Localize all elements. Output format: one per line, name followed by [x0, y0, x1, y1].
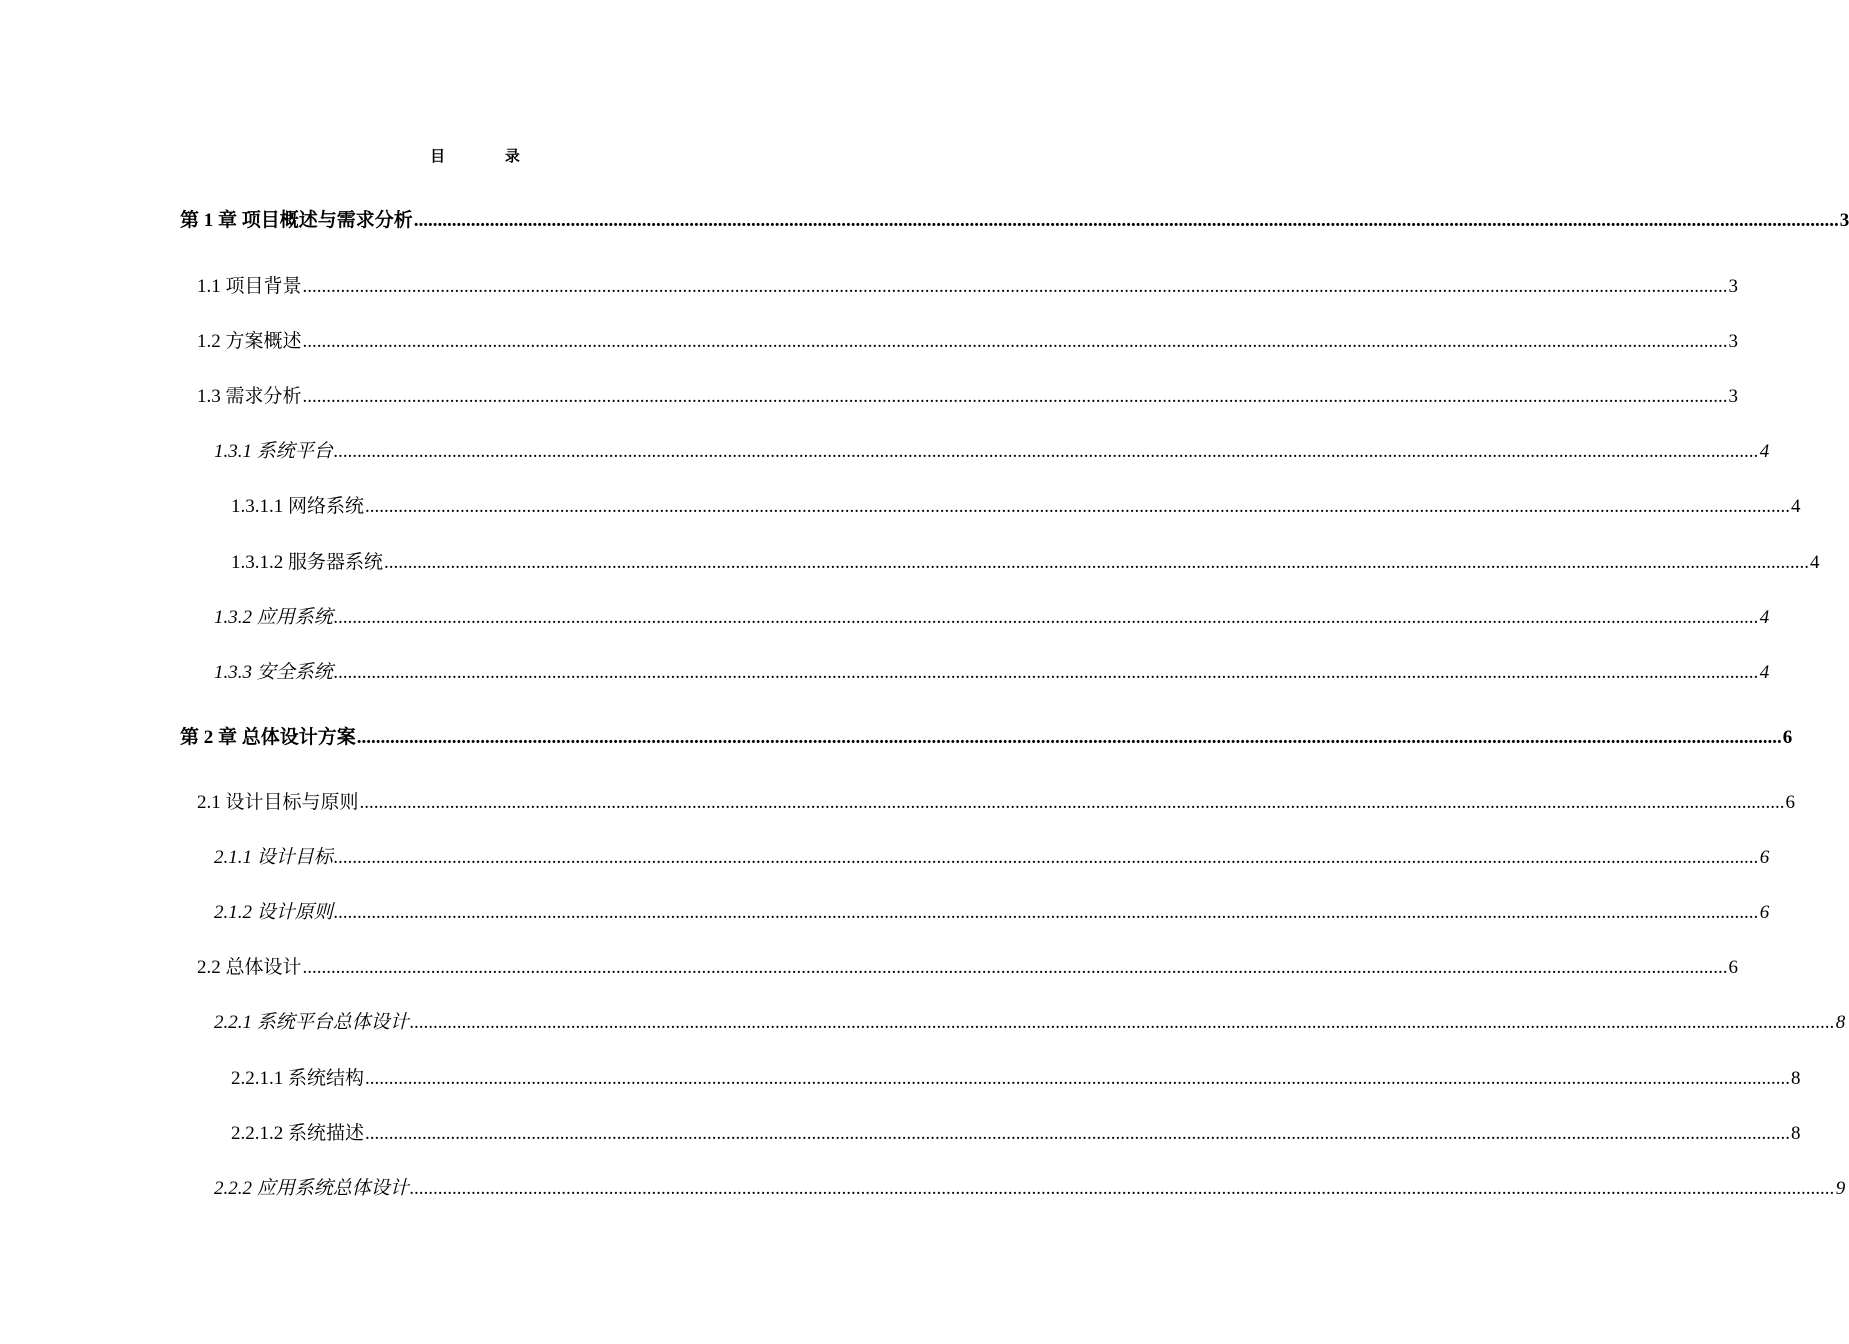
toc-leader-dots: ............................................................................................................................................................................................................................................................................................................: [302, 386, 1728, 407]
toc-entry-2-2-1[interactable]: [214, 1009, 1846, 1037]
toc-entry-1-2[interactable]: [197, 328, 1739, 356]
toc-leader-dots: ............................................................................................................................................................................................................................................................................................................: [359, 792, 1785, 813]
toc-entry-2-1-2[interactable]: [214, 899, 1770, 927]
toc-entry-label: 2.2.1.1 系统结构: [231, 1068, 365, 1089]
toc-leader-dots: ............................................................................................................................................................................................................................................................................................................: [356, 727, 1782, 748]
toc-entry-1-3-1[interactable]: [214, 438, 1770, 466]
toc-page-number: 6: [1759, 847, 1770, 868]
toc-entry-label: 2.2.1 系统平台总体设计: [214, 1012, 409, 1033]
toc-title: 目 录: [430, 149, 548, 165]
toc-entry-1-3[interactable]: [197, 383, 1739, 411]
toc-leader-dots: ............................................................................................................................................................................................................................................................................................................: [409, 1012, 1835, 1033]
toc-page-number: 6: [1782, 727, 1793, 748]
toc-entry-chapter-1[interactable]: [180, 207, 1849, 235]
toc-entry-2-1[interactable]: [197, 789, 1796, 817]
toc-leader-dots: ............................................................................................................................................................................................................................................................................................................: [409, 1178, 1835, 1199]
toc-page-number: 8: [1835, 1012, 1846, 1033]
toc-entry-2-1-1[interactable]: [214, 844, 1770, 872]
toc-leader-dots: ............................................................................................................................................................................................................................................................................................................: [302, 957, 1728, 978]
toc-leader-dots: ............................................................................................................................................................................................................................................................................................................: [333, 607, 1759, 628]
toc-leader-dots: ............................................................................................................................................................................................................................................................................................................: [302, 276, 1728, 297]
toc-entry-2-2-1-1[interactable]: [231, 1065, 1801, 1093]
toc-page-number: 8: [1791, 1123, 1801, 1144]
toc-leader-dots: ............................................................................................................................................................................................................................................................................................................: [333, 441, 1759, 462]
toc-entry-label: 1.3 需求分析: [197, 386, 302, 407]
toc-entry-label: 1.3.1.1 网络系统: [231, 496, 365, 517]
toc-page-number: 4: [1810, 552, 1820, 573]
toc-leader-dots: ............................................................................................................................................................................................................................................................................................................: [333, 662, 1759, 683]
toc-page-number: 4: [1791, 496, 1801, 517]
toc-entry-1-1[interactable]: [197, 273, 1739, 301]
toc-leader-dots: ............................................................................................................................................................................................................................................................................................................: [365, 1123, 1791, 1144]
toc-page-number: 3: [1728, 331, 1739, 352]
toc-entry-1-3-2[interactable]: [214, 604, 1770, 632]
toc-page-number: 4: [1759, 607, 1770, 628]
toc-leader-dots: ............................................................................................................................................................................................................................................................................................................: [333, 902, 1759, 923]
toc-entry-label: 1.3.3 安全系统: [214, 662, 333, 683]
toc-entry-2-2-2[interactable]: [214, 1175, 1846, 1203]
toc-page-number: 3: [1728, 276, 1739, 297]
toc-entry-label: 1.3.1.2 服务器系统: [231, 552, 384, 573]
toc-page-number: 6: [1785, 792, 1796, 813]
toc-page-number: 8: [1791, 1068, 1801, 1089]
toc-page-number: 6: [1728, 957, 1739, 978]
toc-entry-label: 1.2 方案概述: [197, 331, 302, 352]
toc-entry-label: 2.2.1.2 系统描述: [231, 1123, 365, 1144]
toc-leader-dots: ............................................................................................................................................................................................................................................................................................................: [333, 847, 1759, 868]
toc-entry-label: 2.1.1 设计目标: [214, 847, 333, 868]
toc-entry-label: 2.2.2 应用系统总体设计: [214, 1178, 409, 1199]
toc-entry-2-2[interactable]: [197, 954, 1739, 982]
toc-page-number: 6: [1759, 902, 1770, 923]
toc-entry-label: 1.3.1 系统平台: [214, 441, 333, 462]
toc-leader-dots: ............................................................................................................................................................................................................................................................................................................: [365, 496, 1791, 517]
toc-entry-label: 第 2 章 总体设计方案: [180, 727, 356, 748]
toc-leader-dots: ............................................................................................................................................................................................................................................................................................................: [384, 552, 1810, 573]
toc-entry-1-3-1-1[interactable]: [231, 493, 1801, 521]
toc-entry-label: 1.3.2 应用系统: [214, 607, 333, 628]
toc-entry-label: 1.1 项目背景: [197, 276, 302, 297]
toc-entry-label: 2.1 设计目标与原则: [197, 792, 359, 813]
toc-entry-label: 第 1 章 项目概述与需求分析: [180, 210, 413, 231]
toc-leader-dots: ............................................................................................................................................................................................................................................................................................................: [302, 331, 1728, 352]
toc-page-number: 3: [1839, 210, 1849, 231]
toc-entry-label: 2.1.2 设计原则: [214, 902, 333, 923]
toc-entry-2-2-1-2[interactable]: [231, 1120, 1801, 1148]
toc-entry-label: 2.2 总体设计: [197, 957, 302, 978]
toc-page-number: 4: [1759, 441, 1770, 462]
toc-page-number: 4: [1759, 662, 1770, 683]
toc-leader-dots: ............................................................................................................................................................................................................................................................................................................: [413, 210, 1839, 231]
toc-entry-1-3-1-2[interactable]: [231, 549, 1820, 577]
toc-page-number: 9: [1835, 1178, 1846, 1199]
toc-entry-1-3-3[interactable]: [214, 659, 1770, 687]
toc-leader-dots: ............................................................................................................................................................................................................................................................................................................: [365, 1068, 1791, 1089]
toc-entry-chapter-2[interactable]: [180, 724, 1793, 752]
toc-page-number: 3: [1728, 386, 1739, 407]
